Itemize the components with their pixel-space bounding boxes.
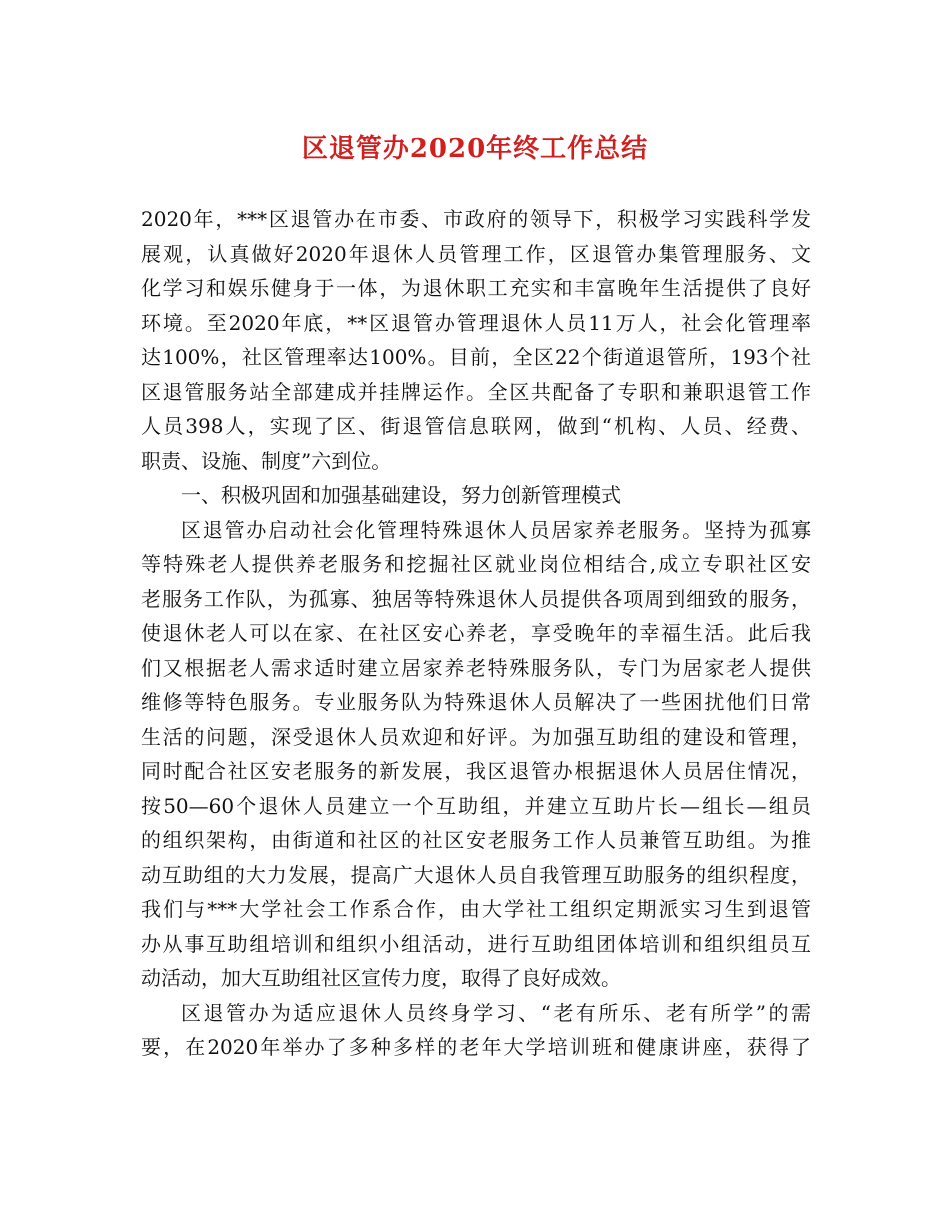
text-line: 按50—60个退休人员建立一个互助组，并建立互助片长—组长—组员 (141, 793, 811, 818)
text-line: 使退休老人可以在家、在社区安心养老，享受晚年的幸福生活。此后我 (141, 621, 811, 645)
text-line: 职责、设施、制度”六到位。 (141, 448, 392, 473)
paragraph-intro (141, 202, 811, 478)
text-line: 生活的问题，深受退休人员欢迎和好评。为加强互助组的建设和管理， (141, 724, 811, 749)
document-title: 区退管办2020年终工作总结 (301, 134, 649, 164)
text-line: 化学习和娱乐健身于一体，为退休职工充实和丰富晚年生活提供了良好 (141, 276, 811, 300)
document-body (141, 202, 811, 1065)
text-line: 老服务工作队，为孤寡、独居等特殊退休人员提供各项周到细致的服务， (141, 586, 811, 611)
text-line: 展观，认真做好2020年退休人员管理工作，区退管办集管理服务、文 (141, 241, 811, 266)
text-line: 的组织架构，由街道和社区的社区安老服务工作人员兼管互助组。为推 (141, 828, 811, 852)
text-line: 同时配合社区安老服务的新发展，我区退管办根据退休人员居住情况， (141, 759, 811, 783)
text-line: 我们与***大学社会工作系合作，由大学社工组织定期派实习生到退管 (141, 897, 811, 921)
text-line: 区退管服务站全部建成并挂牌运作。全区共配备了专职和兼职退管工作 (141, 379, 811, 404)
text-line: 2020年，***区退管办在市委、市政府的领导下，积极学习实践科学发 (141, 207, 811, 231)
paragraph-home-care (141, 513, 811, 996)
text-line: 办从事互助组培训和组织小组活动，进行互助组团体培训和组织组员互 (141, 931, 811, 956)
text-line: 动互助组的大力发展，提高广大退休人员自我管理互助服务的组织程度， (141, 862, 811, 887)
section-heading-text: 一、积极巩固和加强基础建设，努力创新管理模式 (181, 483, 621, 507)
text-line: 们又根据老人需求适时建立居家养老特殊服务队，专门为居家老人提供 (141, 655, 811, 680)
text-line: 动活动，加大互助组社区宣传力度，取得了良好成效。 (141, 966, 621, 990)
paragraph-education (141, 996, 811, 1065)
text-line: 要，在2020年举办了多种多样的老年大学培训班和健康讲座，获得了 (141, 1035, 811, 1059)
text-line: 区退管办为适应退休人员终身学习、“老有所乐、老有所学”的需 (181, 1000, 811, 1025)
text-line: 环境。至2020年底，**区退管办管理退休人员11万人，社会化管理率 (141, 310, 811, 335)
text-line: 达100%，社区管理率达100%。目前，全区22个街道退管所，193个社 (141, 345, 811, 369)
section-heading (141, 478, 811, 513)
text-line: 区退管办启动社会化管理特殊退休人员居家养老服务。坚持为孤寡 (181, 517, 811, 542)
text-line: 维修等特色服务。专业服务队为特殊退休人员解决了一些困扰他们日常 (141, 690, 811, 714)
text-line: 等特殊老人提供养老服务和挖掘社区就业岗位相结合,成立专职社区安 (141, 552, 811, 576)
text-line: 人员398人，实现了区、街退管信息联网，做到“机构、人员、经费、 (141, 414, 811, 438)
